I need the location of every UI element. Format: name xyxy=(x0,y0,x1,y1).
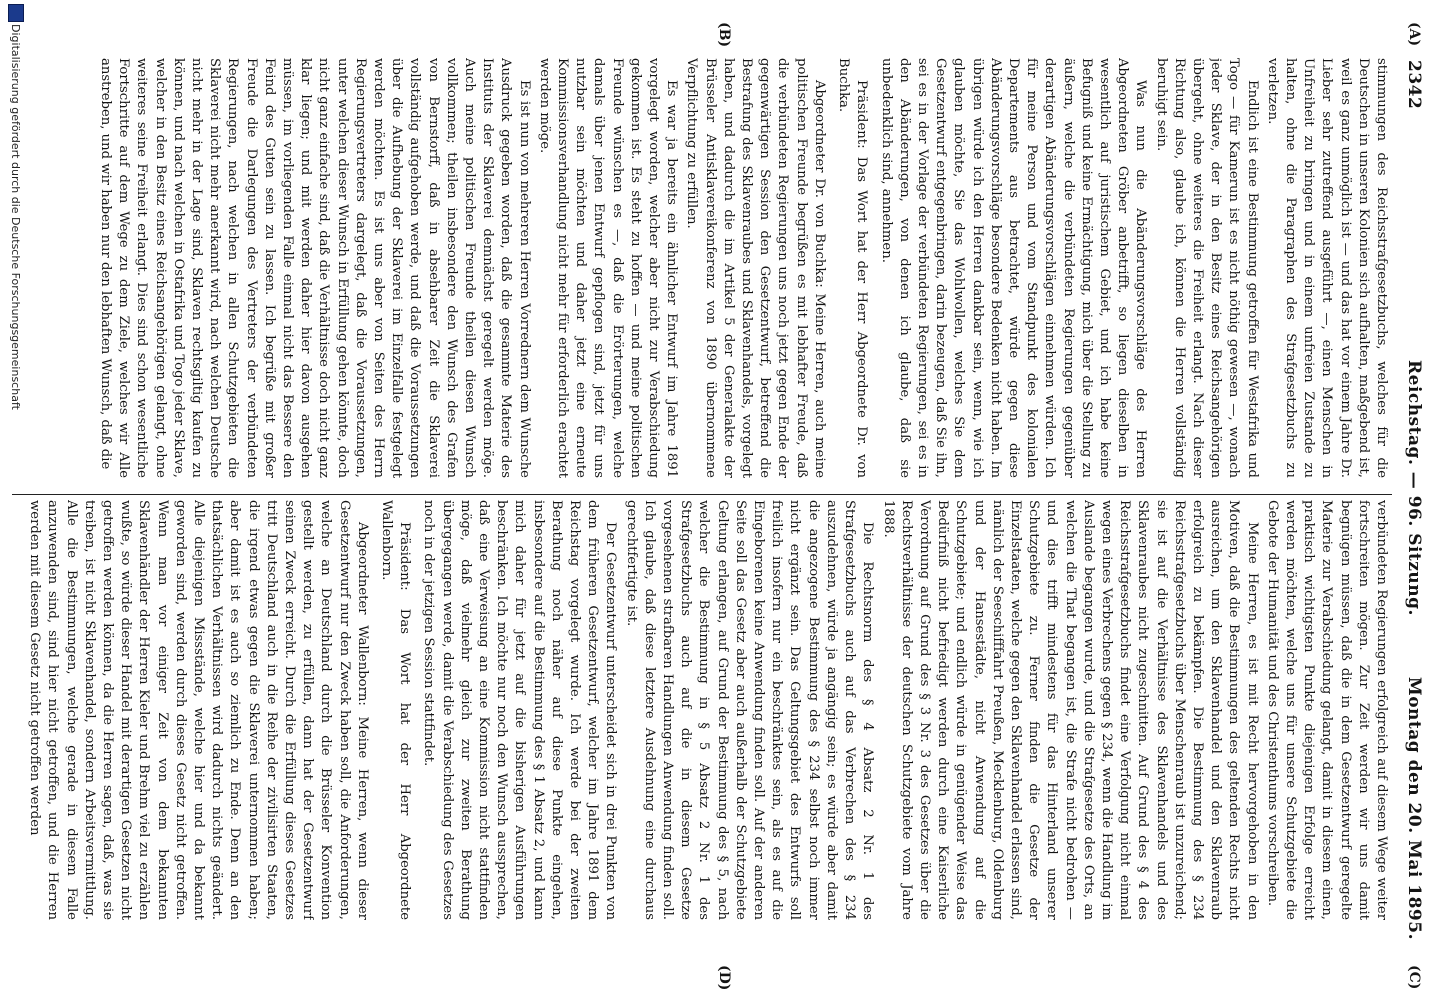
president-remark: Präsident: Das Wort hat der Herr Abgeordnete Wallenborn. xyxy=(379,500,413,920)
column-divider xyxy=(12,494,1392,495)
paragraph: stimmungen des Reichsstrafgesetzbuchs, welches für die Deutschen in unseren Kolonien sich aufhalten, maßgebend ist, weil es ganz unmöglich ist — und das hat vor einem Jahre Dr. Lieber sehr zutreffend ausgeführt —, einen Menschen in Unfreiheit zu bringen und in einem unfreien Zustande zu halten, ohne die Paragraphen des Strafgesetzbuchs zu verletzen. xyxy=(1264,58,1389,478)
page-header xyxy=(1394,60,1424,940)
margin-marker-b: (B) xyxy=(716,22,732,48)
paragraph: Endlich ist eine Bestimmung getroffen für Westafrika und Togo — für Kamerun ist es nicht nöthig gewesen —, wonach jeder Sklave, der in den Besitz eines Reichsangehörigen übergeht, ohne weiteres die Freiheit erlangt. Nach dieser Richtung also, glaube ich, können die Herren vollständig beruhigt sein. xyxy=(1153,58,1260,478)
margin-marker-a: (A) xyxy=(1406,22,1422,47)
digitization-credit: Digitalisierung gefördert durch die Deutsche Forschungsgemeinschaft xyxy=(9,24,22,410)
session-title: Reichstag. — 96. Sitzung. xyxy=(1404,360,1424,616)
page-number: 2342 xyxy=(1404,60,1424,110)
margin-marker-c: (C) xyxy=(1406,965,1422,990)
dfg-logo-icon xyxy=(8,4,24,22)
margin-marker-d: (D) xyxy=(716,965,732,991)
paragraph: Die Rechtsnorm des § 4 Absatz 2 Nr. 1 des Strafgesetzbuchs auch auf das Verbrechen des § 234 auszudehnen, würde ja angängig sein; es würde aber damit die angezogene Bestimmung des § 234 selbst noch immer nicht ergänzt sein. Das Geltungsgebiet des Entwurfs soll freilich insofern nur ein beschränktes sein, als es auf die Eingeborenen keine Anwendung finden soll. Auf der anderen Seite soll das Gesetz aber auch außerhalb der Schutzgebiete Geltung erlangen, auf Grund der Bestimmung des § 5, nach welcher die Bestimmung in § 5 Absatz 2 Nr. 1 des Strafgesetzbuchs auch auf die in diesem Gesetze vorgesehenen strafbaren Handlungen Anwendung finden soll. Ich glaube, daß diese letztere Ausdehnung eine durchaus gerechtfertigte ist. xyxy=(623,500,876,920)
speaker-paragraph: Abgeordneter Dr. von Buchka: Meine Herren, auch meine politischen Freunde begrüßen es mit lebhafter Freude, daß die verbündeten Regierungen uns noch jetzt gegen Ende der gegenwärtigen Session den Gesetzentwurf, betreffend die Bestrafung des Sklavenraubes und Sklavenhandels, vorgelegt haben, und dadurch die im Artikel 5 der Generalakte der Brüsseler Antisklavereikonferenz von 1890 übernommene Verpflichtung zu erfüllen. xyxy=(684,58,827,478)
speaker-paragraph: Abgeordneter Wallenborn: Meine Herren, wenn dieser Gesetzentwurf nur den Zweck haben soll, die Anforderungen, welche an Deutschland durch die Brüsseler Konvention gestellt werden, zu erfüllen, dann hat der Gesetzentwurf seinen Zweck erreicht. Durch die Erfüllung dieses Gesetzes tritt Deutschland auch in die Reihe der zivilisirten Staaten, die irgend etwas gegen die Sklaverei unternommen haben; aber damit ist es auch so ziemlich zu Ende. Denn an den thatsächlichen Verhältnissen wird dadurch nichts geändert. Alle diejenigen Missstände, welche hier und da bekannt geworden sind, werden durch dieses Gesetz nicht getroffen. Wenn man vor einiger Zeit von dem bekannten Sklavenhändler der Herren Kieler und Brehm viel zu erzählen wußte, so würde dieser Handel mit derartigen Gesetzen nicht getroffen werden können, da die Herren sagen, daß, was sie treiben, ist nicht Sklavenhandel, sondern Arbeitsvermittlung. Alle die Bestimmungen, welche gerade in diesem Falle anzuwenden sind, sind hier nicht getroffen, und die Herren werden mit diesem Gesetz nicht getroffen werden xyxy=(27,500,370,920)
president-remark: Präsident: Das Wort hat der Herr Abgeordnete Dr. von Buchka. xyxy=(836,58,870,478)
paragraph: verbündeten Regierungen erfolgreich auf diesem Wege weiter fortschreiten mögen. Zur Zeit werden wir uns damit begnügen müssen, daß die in dem Gesetzentwurf geregelte Materie zur Verabschiedung gelangt, damit in diesem einen, praktisch wichtigsten Punkte diejenigen Erfolge erreicht werden möchten, welche uns für unsere Schutzgebiete die Gebote der Humanität und des Christenthums vorschreiben. xyxy=(1264,500,1389,920)
paragraph: Es ist nun von mehreren Herren Vorrednern dem Wunsche Ausdruck gegeben worden, daß die gesammte Materie des Instituts der Sklaverei demnächst geregelt werden möge. Auch meine politischen Freunde theilen diesen Wunsch vollkommen; theilen insbesondere den Wunsch des Grafen von Bernstorff, daß in absehbarer Zeit die Sklaverei vollständig aufgehoben werde, und daß die Voraussetzungen über die Aufhebung der Sklaverei im Einzelfalle festgelegt werden möchten. Es ist uns aber von Seiten des Herrn Regierungsvertreters dargelegt, daß die Voraussetzungen, unter welchen dieser Wunsch in Erfüllung gehen könnte, doch nicht ganz einfache sind, daß die Verhältnisse doch nicht ganz klar liegen; und mit werden daher hier davon ausgehen müssen, im vorliegenden Falle einmal nicht das Bessere den Feind des Guten sein zu lassen. Ich begrüße mit großer Freude die Darlegungen des Vertreters der verbündeten Regierungen, nach welchen in allen Schutzgebieten die Sklaverei nicht mehr anerkannt wird, nach welchen Deutsche nicht mehr in der Lage sind, Sklaven rechtsgiltig kaufen zu können, und nach welchen in Ostafrika und Togo jeder Sklave, welcher in den Besitz eines Reichsangehörigen gelangt, ohne weiteres seine Freiheit erlangt. Dies sind schon wesentliche Fortschritte auf dem Wege zu dem Ziele, welches wir Alle anstreben, und wir haben nur den lebhaften Wunsch, daß die xyxy=(97,58,532,478)
right-column xyxy=(10,500,1390,920)
left-column xyxy=(10,58,1390,478)
paragraph: Der Gesetzentwurf unterscheidet sich in drei Punkten von dem früheren Gesetzentwurf, welcher im Jahre 1891 dem Reichstag vorgelegt wurde. Ich werde bei der zweiten Berathung noch näher auf diese Punkte eingehen, insbesondere auf die Bestimmung des § 1 Absatz 2, und kann mich daher für jetzt auf die bisherigen Ausführungen beschränken. Ich möchte nur noch den Wunsch aussprechen, daß eine Verweisung an eine Kommission nicht stattfinden möge, daß vielmehr gleich zur zweiten Berathung übergegangen werde, damit die Verabschiedung des Gesetzes noch in der jetzigen Session stattfindet. xyxy=(421,500,619,920)
session-date: Montag den 20. Mai 1895. xyxy=(1404,676,1424,940)
paragraph: Meine Herren, es ist mit Recht hervorgehoben in den Motiven, daß die Bestimmungen des geltenden Rechts nicht ausreichen, um den Sklavenhandel und den Sklavenraub erfolgreich zu bekämpfen. Die Bestimmung des § 234 Reichsstrafgesetzbuchs über Menschenraub ist unzureichend; sie ist auf die Verhältnisse des Sklavenhandels und des Sklavenraubes nicht zugeschnitten. Auf Grund des § 4 des Reichsstrafgesetzbuchs findet eine Verfolgung nicht einmal wegen eines Verbrechens gegen § 234, wenn die Handlung im Auslande begangen wurde, und die Strafgesetze des Orts, an welchen die That begangen ist, die Strafe nicht bedrohen — und dies trifft mindestens für das Hinterland unserer Schutzgebiete zu. Ferner finden die Gesetze der Einzelstaaten, welche gegen den Sklavenhandel erlassen sind, nämlich der Seeschifffahrt Preußen, Mecklenburg, Oldenburg und der Hansestädte, nicht Anwendung auf die Schutzgebiete; und endlich würde in genügender Weise das Bedürfniß nicht befriedigt werden durch eine Kaiserliche Verordnung auf Grund des § 3 Nr. 3 des Gesetzes über die Rechtsverhältnisse der deutschen Schutzgebiete vom Jahre 1888. xyxy=(880,500,1260,920)
paragraph: Es war ja bereits ein ähnlicher Entwurf im Jahre 1891 vorgelegt worden, welcher aber nicht zur Verabschiedung gekommen ist. Es steht zu hoffen — und meine politischen Freunde wünschen es —, daß die Erörterungen, welche damals über jenen Entwurf gepflogen sind, jetzt für uns nutzbar sein möchten und daher jetzt eine erneute Kommissionsverhandlung nicht mehr für erforderlich erachtet werden möge. xyxy=(536,58,680,478)
paragraph: Was nun die Abänderungsvorschläge des Herren Abgeordneten Gröber anbetrifft, so liegen dieselben in wesentlich auf juristischem Gebiet, und ich habe keine Befugniß und keine Ermächtigung, mich über die Stellung zu äußern, welche die verbündeten Regierungen gegenüber derartigen Abänderungsvorschlägen einnehmen würden. Ich für meine Person und vom Standpunkt des kolonialen Departements aus betrachtet, würde gegen diese Abänderungsvorschläge besondere Bedenken nicht haben. Im übrigen würde ich den Herren dankbar sein, wenn, wie ich glauben möchte, Sie das Wohlwollen, welches Sie dem Gesetzentwurf entgegenbringen, darin bezeugen, daß Sie ihn, sei es in der Vorlage der verbündeten Regierungen, sei es in den Abänderungen, von denen ich glaube, daß sie unbedenklich sind, annehmen. xyxy=(878,58,1149,478)
footer xyxy=(2,0,32,1000)
